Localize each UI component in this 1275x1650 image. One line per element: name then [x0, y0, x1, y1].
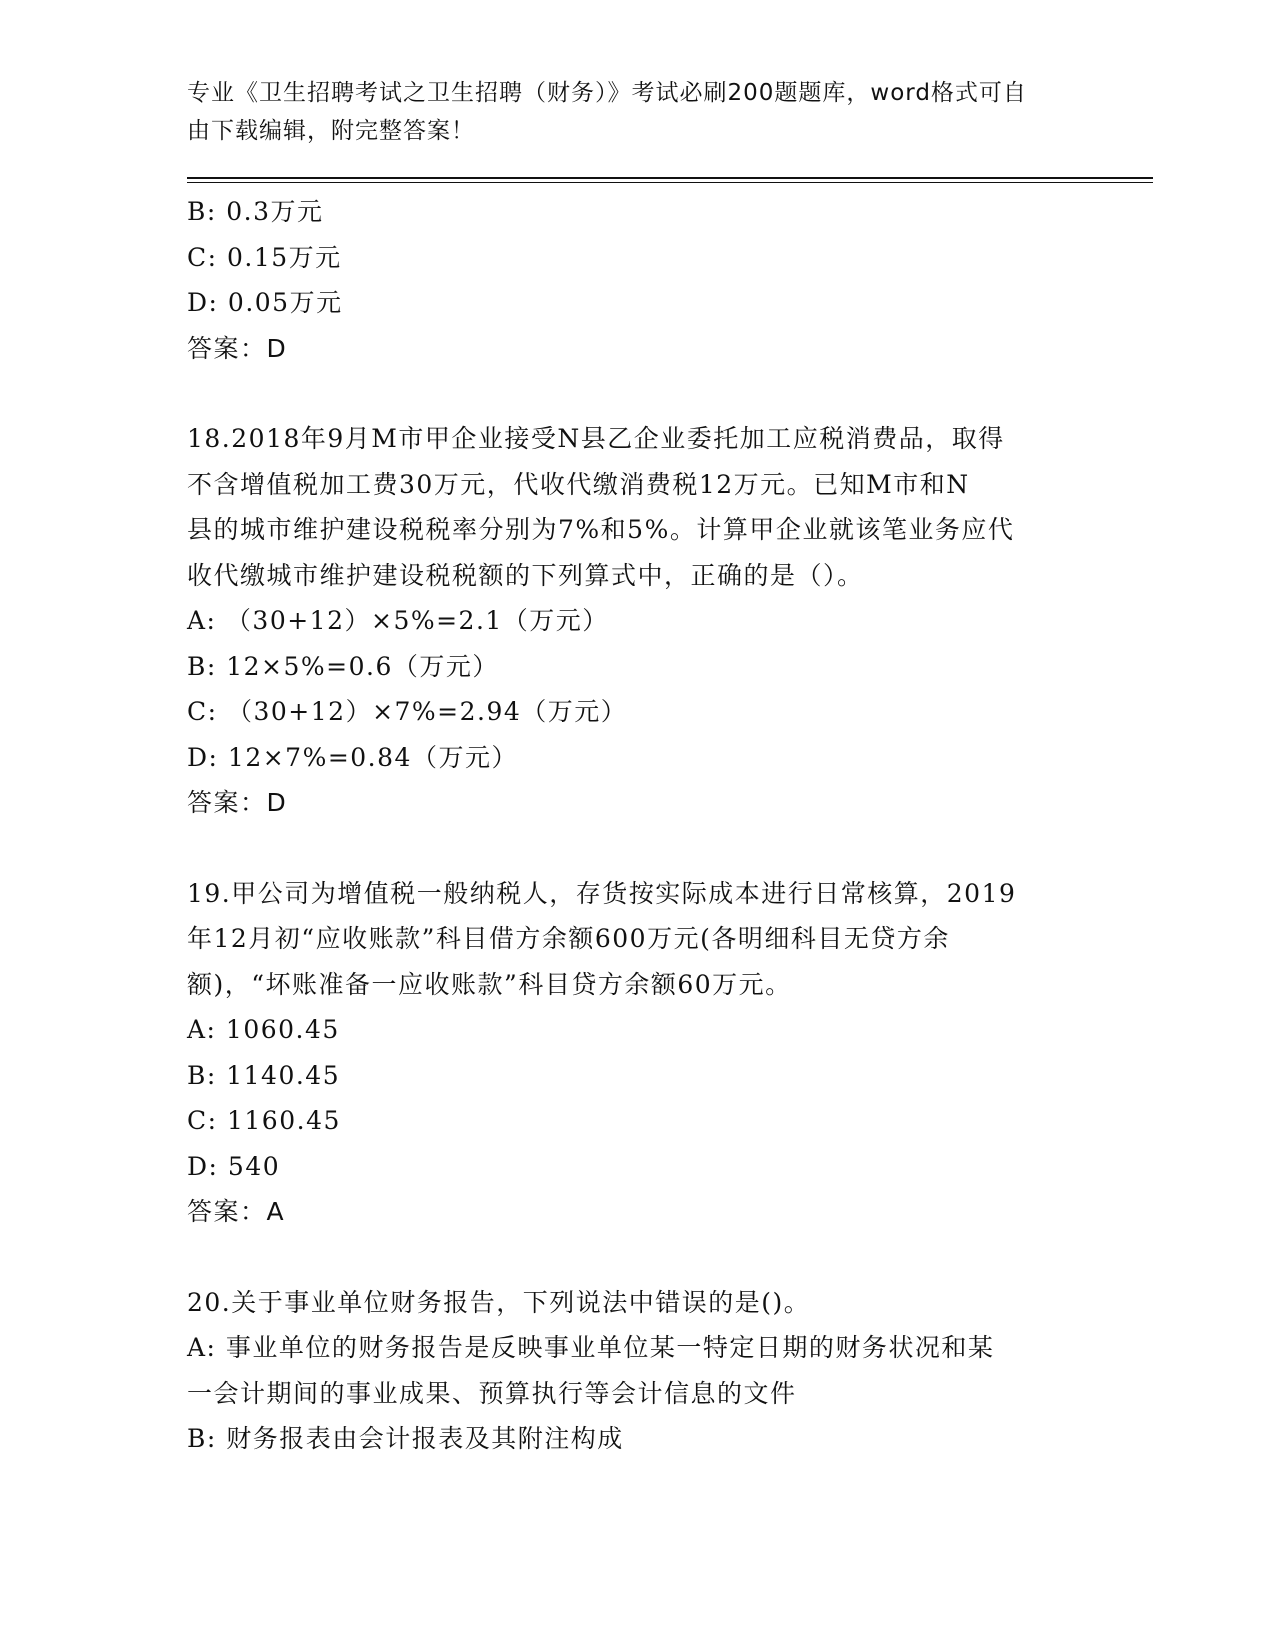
option-b: B: 财务报表由会计报表及其附注构成 [187, 1424, 624, 1453]
header-rule-thin [187, 182, 1153, 183]
question-stem-line: 收代缴城市维护建设税税额的下列算式中，正确的是（）。 [187, 560, 864, 590]
answer: 答案：A [187, 1197, 286, 1226]
option-d: D: 540 [187, 1151, 281, 1181]
option-a: A: （30+12）×5%=2.1（万元） [187, 606, 609, 635]
option-b: B: 0.3万元 [187, 197, 324, 226]
option-d: D: 12×7%=0.84（万元） [187, 742, 518, 772]
question-stem-line: 20.关于事业单位财务报告，下列说法中错误的是()。 [187, 1287, 811, 1317]
answer: 答案：D [187, 788, 288, 817]
option-a-continued: 一会计期间的事业成果、预算执行等会计信息的文件 [187, 1378, 797, 1408]
spacer [187, 1235, 1087, 1280]
spacer [187, 371, 1087, 416]
document-header [187, 74, 1067, 150]
header-line-2: 由下载编辑，附完整答案！ [187, 118, 475, 144]
answer: 答案：D [187, 333, 288, 363]
question-stem-line: 额)，“坏账准备一应收账款”科目贷方余额60万元。 [187, 969, 792, 999]
question-stem-line: 19.甲公司为增值税一般纳税人，存货按实际成本进行日常核算，2019 [187, 878, 1017, 908]
option-a: A: 1060.45 [187, 1015, 340, 1044]
question-18 [187, 416, 1087, 826]
question-stem-line: 不含增值税加工费30万元，代收代缴消费税12万元。已知M市和N [187, 469, 970, 499]
question-19 [187, 871, 1087, 1235]
option-d: D: 0.05万元 [187, 288, 343, 317]
option-c: C: （30+12）×7%=2.94（万元） [187, 697, 628, 726]
spacer [187, 826, 1087, 871]
option-a: A: 事业单位的财务报告是反映事业单位某一特定日期的财务状况和某 [187, 1333, 995, 1362]
document-body [187, 189, 1087, 1462]
option-c: C: 1160.45 [187, 1106, 341, 1135]
header-rule-thick [187, 177, 1153, 179]
question-stem-line: 年12月初“应收账款”科目借方余额600万元(各明细科目无贷方余 [187, 924, 950, 953]
question-stem-line: 18.2018年9月M市甲企业接受N县乙企业委托加工应税消费品，取得 [187, 424, 1005, 453]
question-20 [187, 1280, 1087, 1462]
question-17-tail [187, 189, 1087, 371]
option-c: C: 0.15万元 [187, 242, 342, 272]
question-stem-line: 县的城市维护建设税税率分别为7%和5%。计算甲企业就该笔业务应代 [187, 515, 1015, 544]
option-b: B: 12×5%=0.6（万元） [187, 651, 499, 681]
header-line-1: 专业《卫生招聘考试之卫生招聘（财务）》考试必刷200题题库，word格式可自 [187, 80, 1027, 106]
option-b: B: 1140.45 [187, 1060, 341, 1090]
